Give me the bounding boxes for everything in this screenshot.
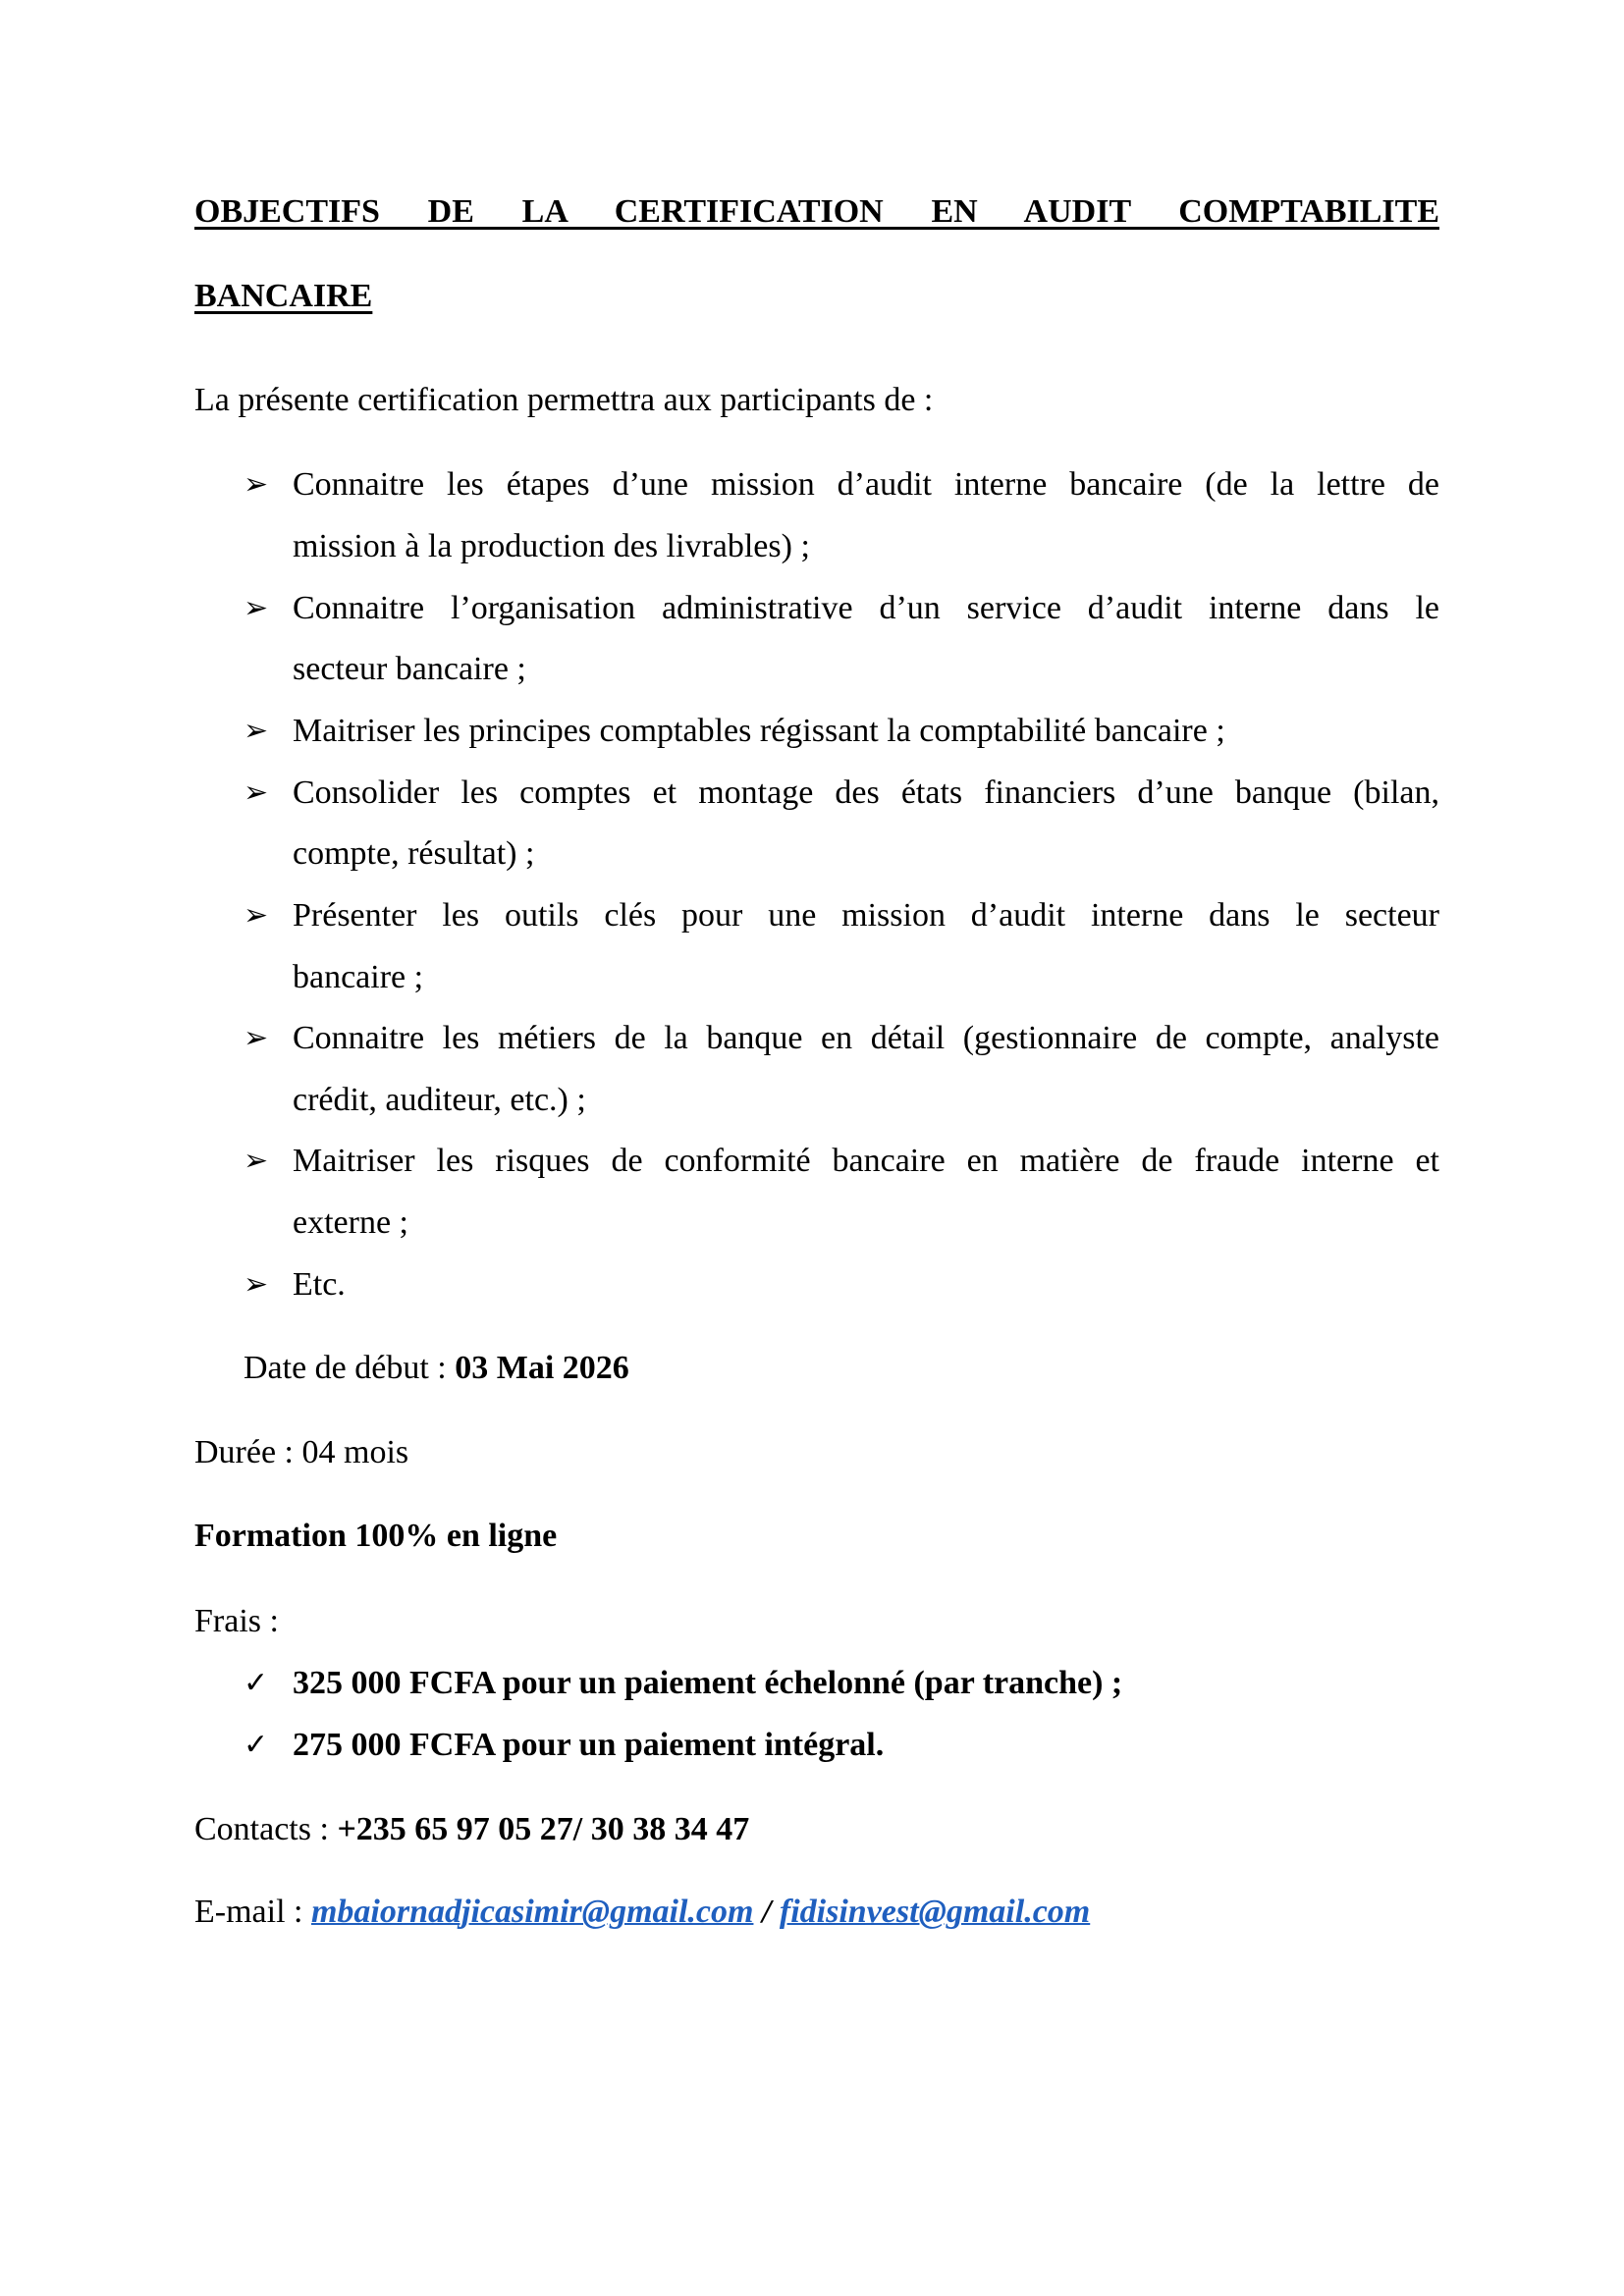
arrow-bullet-icon: ➢ xyxy=(244,1268,269,1301)
email-line xyxy=(194,1893,1439,1932)
objective-1-line-2: mission à la production des livrables) ; xyxy=(293,528,810,564)
email-separator: / xyxy=(753,1894,780,1930)
arrow-bullet-icon: ➢ xyxy=(244,1145,269,1177)
fees-label: Frais : xyxy=(194,1603,279,1639)
arrow-bullet-icon: ➢ xyxy=(244,468,269,501)
objective-8-line-1: Etc. xyxy=(293,1266,346,1303)
objective-5-line-2: bancaire ; xyxy=(293,959,424,995)
objective-3-line-1: Maitriser les principes comptables régissant la comptabilité bancaire ; xyxy=(293,713,1225,749)
start-date-label: Date de début : xyxy=(244,1350,456,1386)
arrow-bullet-icon: ➢ xyxy=(244,776,269,809)
fee-item-2: 275 000 FCFA pour un paiement intégral. xyxy=(293,1727,885,1763)
contacts-label: Contacts : xyxy=(194,1811,338,1847)
start-date-value: 03 Mai 2026 xyxy=(455,1350,629,1386)
contacts xyxy=(194,1810,1439,1849)
objective-7-line-1: Maitriser les risques de conformité bancaire en matière de fraude interne et xyxy=(293,1143,1439,1179)
check-icon: ✓ xyxy=(244,1729,269,1761)
duration: Durée : 04 mois xyxy=(194,1434,409,1470)
objective-7-line-2: externe ; xyxy=(293,1204,408,1241)
check-icon: ✓ xyxy=(244,1667,269,1699)
contacts-phone: +235 65 97 05 27/ 30 38 34 47 xyxy=(337,1811,750,1847)
objective-5-line-1: Présenter les outils clés pour une mission d’audit interne dans le secteur xyxy=(293,897,1439,934)
title-line-1: OBJECTIFS DE LA CERTIFICATION EN AUDIT COMPTABILITE xyxy=(194,193,1439,230)
email-link-1[interactable]: mbaiornadjicasimir@gmail.com xyxy=(310,1894,754,1930)
objective-6-line-2: crédit, auditeur, etc.) ; xyxy=(293,1082,586,1118)
objective-6-line-1: Connaitre les métiers de la banque en détail (gestionnaire de compte, analyste xyxy=(293,1020,1439,1056)
objective-4-line-1: Consolider les comptes et montage des états financiers d’une banque (bilan, xyxy=(293,774,1439,811)
training-format: Formation 100% en ligne xyxy=(194,1518,558,1554)
fee-item-1: 325 000 FCFA pour un paiement échelonné (par tranche) ; xyxy=(293,1665,1123,1701)
objective-2-line-1: Connaitre l’organisation administrative d’un service d’audit interne dans le xyxy=(293,590,1439,626)
arrow-bullet-icon: ➢ xyxy=(244,1022,269,1054)
intro-text: La présente certification permettra aux participants de : xyxy=(194,382,934,418)
arrow-bullet-icon: ➢ xyxy=(244,715,269,747)
start-date xyxy=(244,1349,1489,1388)
email-link-2[interactable]: fidisinvest@gmail.com xyxy=(779,1894,1091,1930)
email-label: E-mail : xyxy=(194,1894,311,1930)
objective-1-line-1: Connaitre les étapes d’une mission d’audit interne bancaire (de la lettre de xyxy=(293,466,1439,503)
objective-4-line-2: compte, résultat) ; xyxy=(293,835,535,872)
arrow-bullet-icon: ➢ xyxy=(244,899,269,932)
title-line-2: BANCAIRE xyxy=(194,278,373,314)
arrow-bullet-icon: ➢ xyxy=(244,592,269,624)
objective-2-line-2: secteur bancaire ; xyxy=(293,651,526,687)
